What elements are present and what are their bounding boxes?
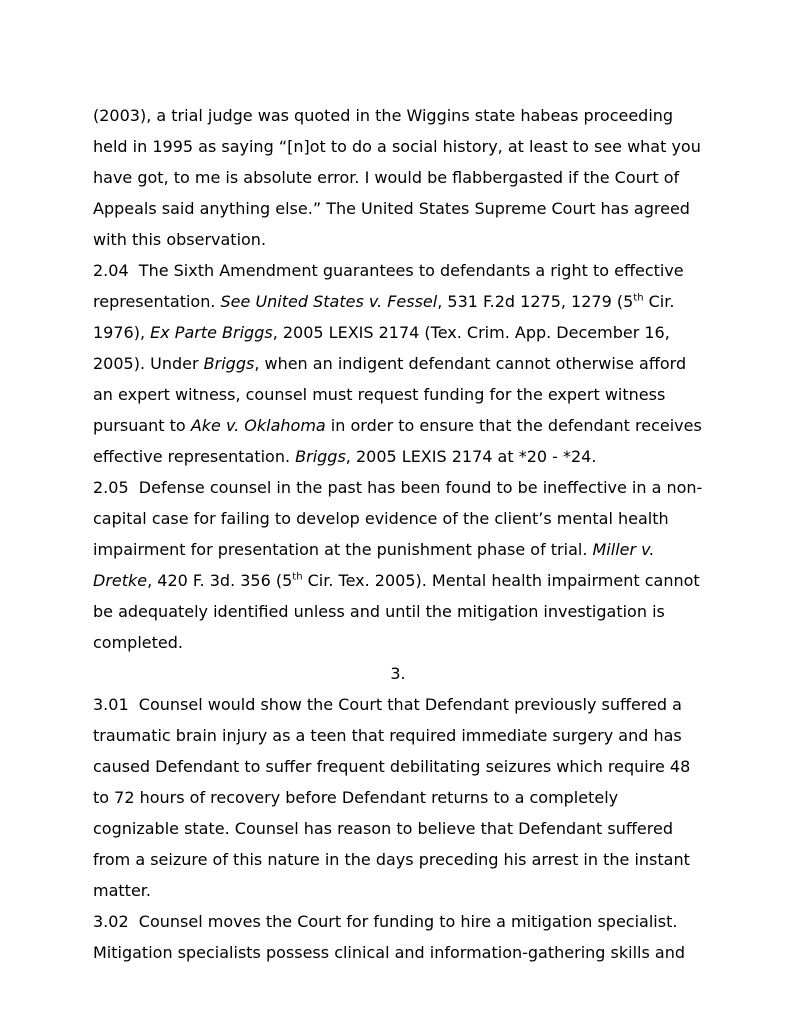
paragraph-continued xyxy=(93,100,703,255)
case-citation: Briggs xyxy=(203,354,255,373)
paragraph-text: Cir. Tex. 2005). Mental health impairment cannot be adequately identified unless and until the mitigation investigation is completed. xyxy=(93,571,700,652)
paragraph-text: , 531 F.2d 1275, 1279 (5 xyxy=(437,292,634,311)
case-citation: Ake v. Oklahoma xyxy=(190,416,326,435)
paragraph-number: 3.01 xyxy=(93,695,129,714)
paragraph-text: Counsel moves the Court for funding to hire a mitigation specialist. Mitigation specialists possess clinical and information-gathering skills and xyxy=(93,912,685,962)
case-citation: See United States v. Fessel xyxy=(220,292,438,311)
paragraph-number: 2.05 xyxy=(93,478,129,497)
paragraph-3-02 xyxy=(93,906,703,968)
paragraph-2-05 xyxy=(93,472,703,658)
paragraph-2-04 xyxy=(93,255,703,472)
paragraph-text: , 2005 LEXIS 2174 at *20 - *24. xyxy=(345,447,597,466)
section-heading: 3. xyxy=(390,664,406,683)
case-citation: Miller v. Dretke xyxy=(93,540,655,590)
paragraph-text: , 2005 LEXIS 2174 (Tex. Crim. App. December 16, 2005). Under xyxy=(93,323,670,373)
case-citation: Ex Parte Briggs xyxy=(150,323,273,342)
superscript: th xyxy=(292,571,303,583)
paragraph-text: , when an indigent defendant cannot otherwise afford an expert witness, counsel must request funding for the expert witness pursuant to xyxy=(93,354,687,435)
superscript: th xyxy=(633,292,644,304)
paragraph-text: Defense counsel in the past has been found to be ineffective in a non-capital case for failing to develop evidence of the client’s mental health impairment for presentation at the punishment phase of trial. xyxy=(93,478,703,559)
paragraph-text: , 420 F. 3d. 356 (5 xyxy=(147,571,293,590)
document-page xyxy=(93,100,703,968)
paragraph-text: The Sixth Amendment guarantees to defendants a right to effective representation. xyxy=(93,261,684,311)
paragraph-text: Counsel would show the Court that Defendant previously suffered a traumatic brain injury as a teen that required immediate surgery and has caused Defendant to suffer frequent debilitating seizures which require 48 to 72 hours of recovery before Defendant returns to a completely cognizable state. Counsel has reason to believe that Defendant suffered from a seizure of this nature in the days preceding his arrest in the instant matter. xyxy=(93,695,691,900)
paragraph-text: Cir. 1976), xyxy=(93,292,675,342)
case-citation: Briggs xyxy=(295,447,346,466)
paragraph-text: in order to ensure that the defendant receives effective representation. xyxy=(93,416,702,466)
paragraph-3-01 xyxy=(93,689,703,906)
paragraph-number: 3.02 xyxy=(93,912,129,931)
paragraph-text: (2003), a trial judge was quoted in the Wiggins state habeas proceeding held in 1995 as saying “[n]ot to do a social history, at least to see what you have got, to me is absolute error. I would be flabbergasted if the Court of Appeals said anything else.” The United States Supreme Court has agreed with this observation. xyxy=(93,106,701,249)
paragraph-number: 2.04 xyxy=(93,261,129,280)
